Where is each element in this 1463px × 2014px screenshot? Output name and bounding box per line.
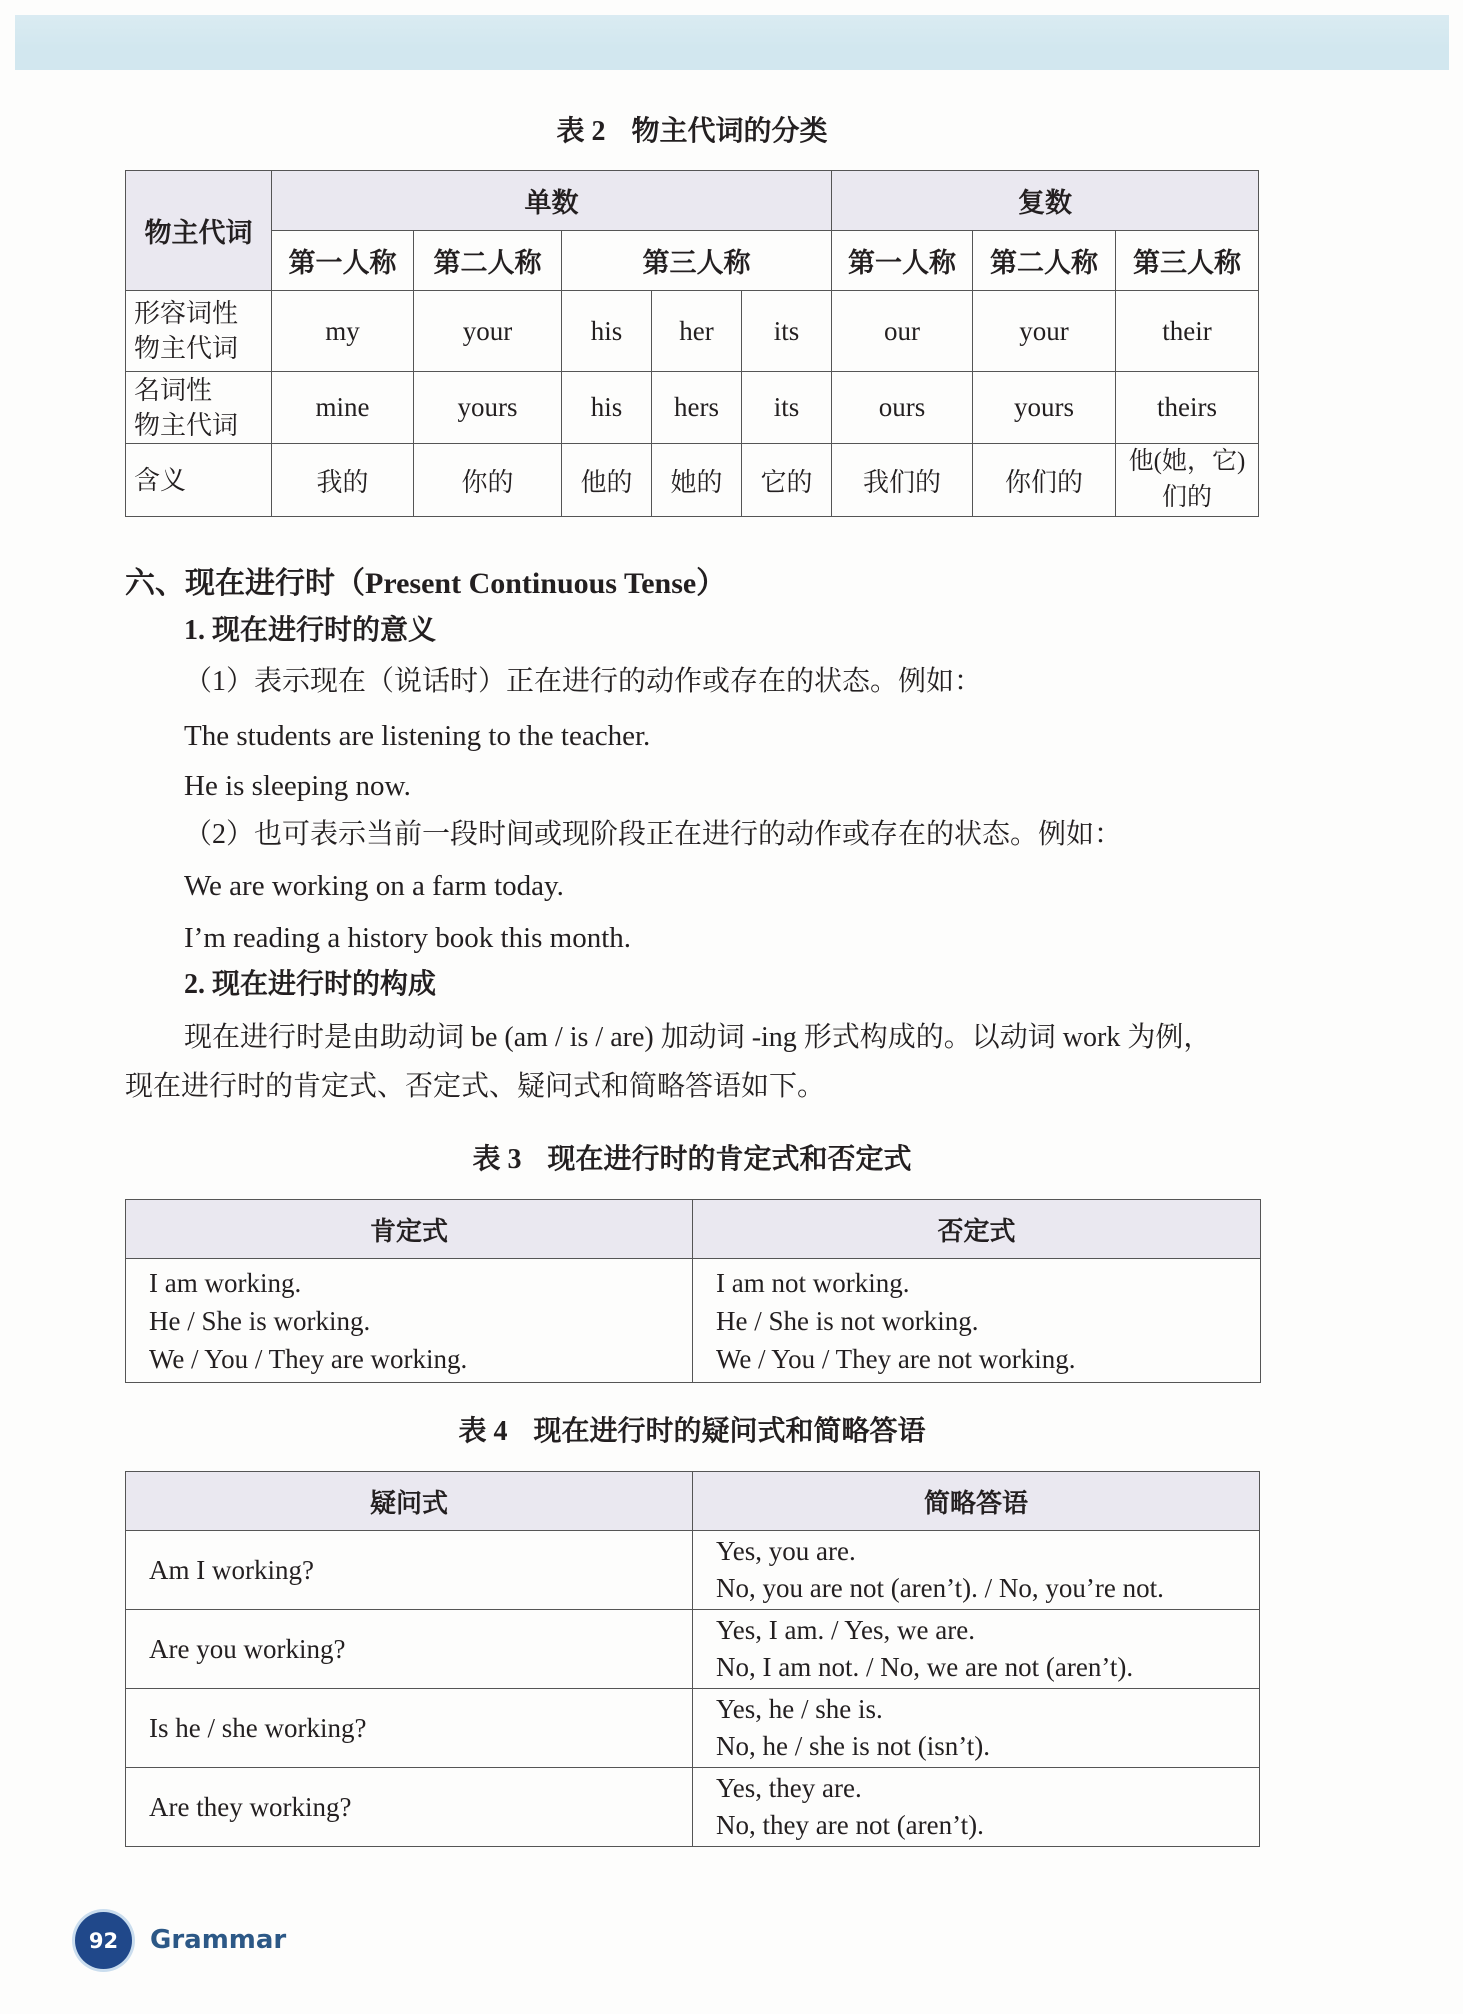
plural-header: 复数	[832, 171, 1259, 231]
answer-text: No, you are not (aren’t). / No, you’re not.	[716, 1573, 1164, 1603]
table-row	[126, 1610, 1260, 1689]
table-cell: 他(她，它) 们的	[1116, 444, 1259, 517]
column-header: 第二人称	[973, 231, 1116, 291]
table-cell: his	[562, 291, 652, 372]
table-cell: yours	[414, 372, 562, 444]
point-text: （1）表示现在（说话时）正在进行的动作或存在的状态。例如：	[184, 666, 983, 697]
table-header-row	[126, 171, 1259, 231]
table-cell: its	[742, 372, 832, 444]
table4-caption-title: 现在进行时的疑问式和简略答语	[533, 1416, 926, 1447]
question-text: Am I working?	[149, 1554, 314, 1585]
corner-header: 物主代词	[126, 171, 272, 291]
table-row	[126, 1531, 1260, 1610]
table-header-row	[126, 1200, 1261, 1259]
table3-caption-label: 表 3	[472, 1144, 522, 1175]
table-cell: ours	[832, 372, 973, 444]
table-header-row	[126, 1472, 1260, 1531]
table-row	[126, 1689, 1260, 1768]
question-cell	[126, 1768, 693, 1847]
answer-text: Yes, he / she is.	[716, 1694, 883, 1724]
column-header: 肯定式	[126, 1200, 693, 1259]
column-header: 第一人称	[272, 231, 414, 291]
answer-cell	[693, 1531, 1260, 1610]
possessive-pronoun-table	[125, 170, 1259, 517]
table-cell	[693, 1259, 1261, 1383]
table3-caption-title: 现在进行时的肯定式和否定式	[547, 1144, 912, 1175]
table-cell: 他的	[562, 444, 652, 517]
affirmative-sentence: I am working.	[149, 1267, 302, 1298]
table-cell: 你的	[414, 444, 562, 517]
table-row	[126, 291, 1259, 372]
question-answer-table	[125, 1471, 1260, 1847]
column-header: 简略答语	[693, 1472, 1260, 1531]
table-cell: your	[414, 291, 562, 372]
question-text: Is he / she working?	[149, 1712, 367, 1743]
table-cell: 她的	[652, 444, 742, 517]
table-cell: her	[652, 291, 742, 372]
page-number-badge: 92	[75, 1912, 132, 1969]
table-cell: 你们的	[973, 444, 1116, 517]
negative-sentence: We / You / They are not working.	[716, 1343, 1076, 1374]
example-sentence: He is sleeping now.	[184, 770, 411, 802]
table-row	[126, 444, 1259, 517]
table-cell: your	[973, 291, 1116, 372]
row-label: 名词性 物主代词	[126, 372, 272, 444]
section-heading: 六、现在进行时（Present Continuous Tense）	[125, 567, 727, 600]
table-cell: his	[562, 372, 652, 444]
column-header: 第二人称	[414, 231, 562, 291]
negative-sentence: He / She is not working.	[716, 1305, 979, 1336]
table2-caption	[125, 114, 1259, 150]
column-header: 第三人称	[1116, 231, 1259, 291]
affirmative-sentence: He / She is working.	[149, 1305, 371, 1336]
table-cell: our	[832, 291, 973, 372]
table-row	[126, 372, 1259, 444]
table-cell: yours	[973, 372, 1116, 444]
table2-caption-title: 物主代词的分类	[631, 116, 828, 147]
table-cell: mine	[272, 372, 414, 444]
question-cell	[126, 1531, 693, 1610]
table-cell: hers	[652, 372, 742, 444]
example-sentence: I’m reading a history book this month.	[184, 922, 632, 954]
negative-sentence: I am not working.	[716, 1267, 910, 1298]
answer-text: Yes, you are.	[716, 1536, 856, 1566]
answer-text: No, I am not. / No, we are not (aren’t).	[716, 1652, 1134, 1682]
affirmative-sentence: We / You / They are working.	[149, 1343, 468, 1374]
table-header-row	[126, 231, 1259, 291]
question-cell	[126, 1610, 693, 1689]
paragraph-line: 现在进行时的肯定式、否定式、疑问式和简略答语如下。	[125, 1071, 826, 1102]
answer-cell	[693, 1768, 1260, 1847]
column-header: 第三人称	[562, 231, 832, 291]
question-cell	[126, 1689, 693, 1768]
singular-header: 单数	[272, 171, 832, 231]
column-header: 疑问式	[126, 1472, 693, 1531]
table-cell: theirs	[1116, 372, 1259, 444]
row-label: 形容词性 物主代词	[126, 291, 272, 372]
table-cell: 我们的	[832, 444, 973, 517]
paragraph-line: 现在进行时是由助动词 be (am / is / are) 加动词 -ing 形式构成的。以动词 work 为例，	[184, 1022, 1212, 1053]
example-sentence: We are working on a farm today.	[184, 870, 564, 902]
answer-cell	[693, 1689, 1260, 1768]
top-banner	[15, 15, 1449, 70]
table3-caption	[125, 1142, 1259, 1178]
table-cell: 我的	[272, 444, 414, 517]
affirmative-negative-table	[125, 1199, 1261, 1383]
question-text: Are they working?	[149, 1791, 352, 1822]
question-text: Are you working?	[149, 1633, 346, 1664]
column-header: 第一人称	[832, 231, 973, 291]
footer-section-title: Grammar	[150, 1925, 287, 1955]
table-cell: its	[742, 291, 832, 372]
answer-text: No, they are not (aren’t).	[716, 1810, 984, 1840]
answer-text: Yes, I am. / Yes, we are.	[716, 1615, 975, 1645]
example-sentence: The students are listening to the teacher.	[184, 720, 651, 752]
table-row	[126, 1768, 1260, 1847]
answer-text: Yes, they are.	[716, 1773, 862, 1803]
subsection-heading-structure: 2. 现在进行时的构成	[184, 969, 437, 1000]
column-header: 否定式	[693, 1200, 1261, 1259]
table-cell: their	[1116, 291, 1259, 372]
answer-cell	[693, 1610, 1260, 1689]
table2-caption-label: 表 2	[556, 116, 606, 147]
answer-text: No, he / she is not (isn’t).	[716, 1731, 990, 1761]
table4-caption-label: 表 4	[458, 1416, 508, 1447]
table4-caption	[125, 1414, 1259, 1450]
subsection-heading-meaning: 1. 现在进行时的意义	[184, 615, 437, 646]
point-text: （2）也可表示当前一段时间或现阶段正在进行的动作或存在的状态。例如：	[184, 819, 1123, 850]
row-label: 含义	[126, 444, 272, 517]
table-cell: my	[272, 291, 414, 372]
table-row	[126, 1259, 1261, 1383]
table-cell	[126, 1259, 693, 1383]
table-cell: 它的	[742, 444, 832, 517]
